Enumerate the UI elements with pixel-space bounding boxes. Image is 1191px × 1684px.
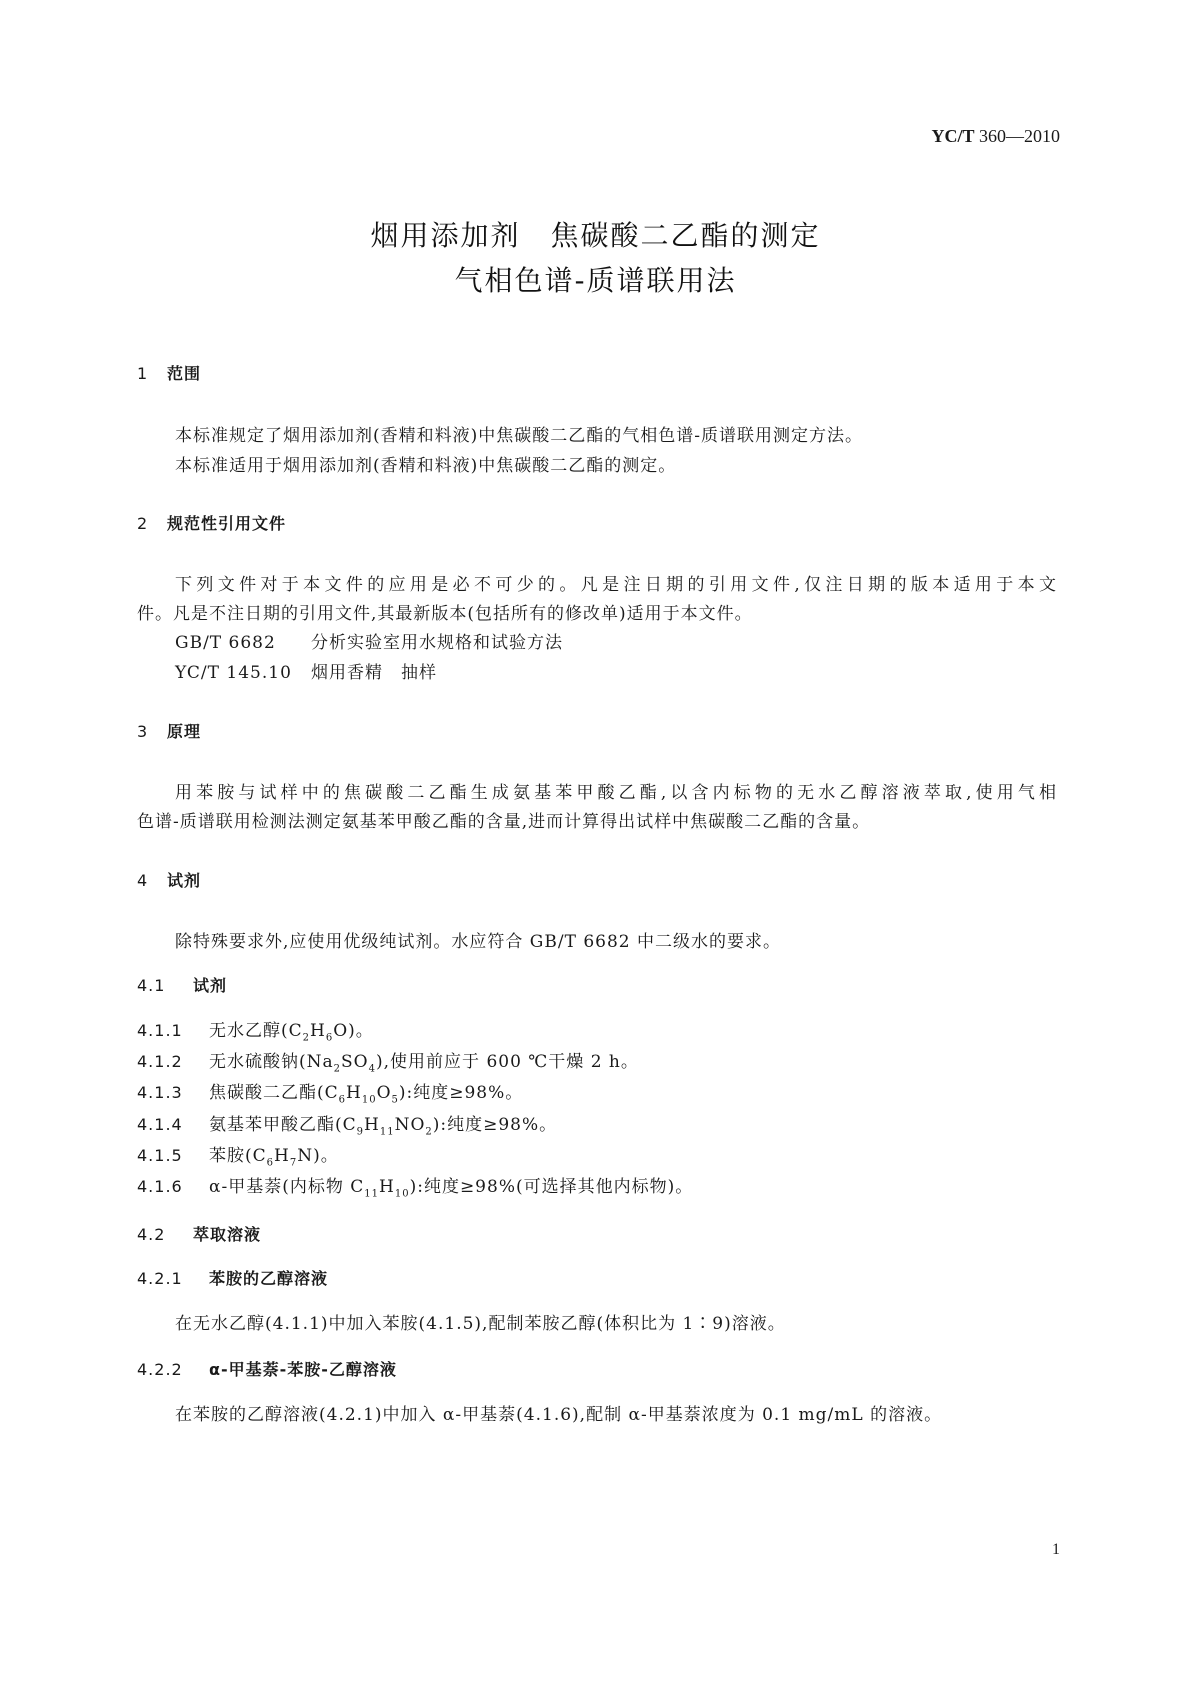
item-text: 氨基苯甲酸乙酯(C (209, 1115, 357, 1135)
subsection-4-2-1-body: 在无水乙醇(4.1.1)中加入苯胺(4.1.5),配制苯胺乙醇(体积比为 1∶9)溶液。 (175, 1314, 786, 1334)
reagent-item-4-1-6 (137, 1172, 693, 1199)
item-text: α-甲基萘(内标物 C (209, 1177, 365, 1197)
section-number: 3 (137, 722, 149, 741)
document-title-line1: 烟用添加剂 焦碳酸二乙酯的测定 (370, 219, 821, 252)
item-text: O)。 (333, 1021, 374, 1041)
section-number: 2 (137, 514, 149, 533)
subsection-number: 4.1 (137, 976, 166, 995)
item-number: 4.1.1 (137, 1021, 183, 1040)
item-text: O (376, 1083, 392, 1103)
subscript: 10 (361, 1094, 377, 1106)
section-1-paragraph-2: 本标准适用于烟用添加剂(香精和料液)中焦碳酸二乙酯的测定。 (175, 456, 677, 476)
item-number: 4.1.6 (137, 1177, 183, 1196)
subsection-number: 4.2.1 (137, 1269, 183, 1288)
section-number: 1 (137, 364, 149, 383)
item-text: 无水硫酸钠(Na (209, 1052, 334, 1072)
subsection-4-1-heading (137, 973, 227, 996)
document-title-line2: 气相色谱-质谱联用法 (454, 264, 737, 297)
item-text: 焦碳酸二乙酯(C (209, 1083, 339, 1103)
reagent-item-4-1-4 (137, 1110, 557, 1137)
subscript: 11 (379, 1126, 395, 1138)
subsection-4-2-2-heading (137, 1357, 397, 1380)
subscript: 2 (425, 1126, 433, 1138)
subscript: 5 (391, 1094, 399, 1106)
section-4-intro: 除特殊要求外,应使用优级纯试剂。水应符合 GB/T 6682 中二级水的要求。 (175, 932, 782, 952)
reference-code: GB/T 6682 (175, 633, 276, 653)
reagent-item-4-1-5 (137, 1141, 339, 1168)
section-1-heading (137, 361, 201, 384)
section-title: 规范性引用文件 (167, 514, 287, 533)
subsection-title: α-甲基萘-苯胺-乙醇溶液 (209, 1360, 397, 1379)
item-number: 4.1.2 (137, 1052, 183, 1071)
subscript: 9 (356, 1126, 365, 1138)
item-text: ):纯度≥98%。 (398, 1083, 524, 1103)
subscript: 2 (333, 1063, 342, 1075)
subsection-4-2-2-body: 在苯胺的乙醇溶液(4.2.1)中加入 α-甲基萘(4.1.6),配制 α-甲基萘浓度为 0.1 mg/mL 的溶液。 (175, 1405, 943, 1425)
subscript: 11 (364, 1188, 380, 1200)
subscript: 6 (338, 1094, 347, 1106)
subscript: 10 (394, 1188, 410, 1200)
subscript: 4 (368, 1063, 376, 1075)
subsection-4-2-heading (137, 1222, 261, 1245)
reference-title: 分析实验室用水规格和试验方法 (311, 633, 563, 653)
item-text: H (274, 1146, 290, 1166)
reagent-item-4-1-2 (137, 1047, 639, 1074)
item-text: H (346, 1083, 362, 1103)
section-title: 范围 (167, 364, 202, 383)
section-2-heading (137, 511, 286, 534)
standard-code (931, 126, 1060, 147)
standard-code-prefix: YC/T (931, 126, 975, 146)
section-3-paragraph-line-2: 色谱-质谱联用检测法测定氨基苯甲酸乙酯的含量,进而计算得出试样中焦碳酸二乙酯的含量。 (137, 812, 871, 832)
item-text: SO (341, 1052, 369, 1072)
item-text: ):纯度≥98%。 (432, 1115, 558, 1135)
subscript: 6 (325, 1032, 334, 1044)
item-text: ):纯度≥98%(可选择其他内标物)。 (409, 1177, 694, 1197)
section-2-paragraph-line-2: 件。凡是不注日期的引用文件,其最新版本(包括所有的修改单)适用于本文件。 (137, 604, 753, 624)
subsection-title: 萃取溶液 (193, 1225, 262, 1244)
subscript: 2 (302, 1032, 311, 1044)
subsection-title: 试剂 (193, 976, 228, 995)
item-text: H (379, 1177, 395, 1197)
item-number: 4.1.3 (137, 1083, 183, 1102)
reference-code: YC/T 145.10 (175, 663, 292, 683)
standard-code-number: 360—2010 (979, 126, 1060, 146)
section-title: 试剂 (167, 871, 202, 890)
subscript: 6 (266, 1157, 275, 1169)
section-title: 原理 (167, 722, 202, 741)
item-text: H (310, 1021, 326, 1041)
normative-reference-2 (175, 658, 437, 683)
page-number: 1 (1052, 1541, 1060, 1558)
normative-reference-1 (175, 628, 563, 653)
section-3-paragraph-line-1: 用苯胺与试样中的焦碳酸二乙酯生成氨基苯甲酸乙酯,以含内标物的无水乙醇溶液萃取,使用气相 (175, 783, 1057, 803)
item-text: H (364, 1115, 380, 1135)
reagent-item-4-1-3 (137, 1078, 523, 1105)
reagent-item-4-1-1 (137, 1016, 374, 1043)
section-1-paragraph-1: 本标准规定了烟用添加剂(香精和料液)中焦碳酸二乙酯的气相色谱-质谱联用测定方法。 (175, 426, 864, 446)
item-number: 4.1.4 (137, 1115, 183, 1134)
section-number: 4 (137, 871, 149, 890)
section-4-heading (137, 868, 201, 891)
subscript: 7 (289, 1157, 298, 1169)
subsection-number: 4.2 (137, 1225, 166, 1244)
item-text: ),使用前应于 600 ℃干燥 2 h。 (376, 1052, 639, 1072)
section-2-paragraph-line-1: 下列文件对于本文件的应用是必不可少的。凡是注日期的引用文件,仅注日期的版本适用于本文 (175, 575, 1057, 595)
item-text: 无水乙醇(C (209, 1021, 303, 1041)
subsection-4-2-1-heading (137, 1266, 328, 1289)
reference-title: 烟用香精 抽样 (311, 663, 437, 683)
item-text: NO (394, 1115, 426, 1135)
item-text: 苯胺(C (209, 1146, 267, 1166)
item-number: 4.1.5 (137, 1146, 183, 1165)
item-text: N)。 (297, 1146, 339, 1166)
section-3-heading (137, 719, 201, 742)
subsection-title: 苯胺的乙醇溶液 (209, 1269, 329, 1288)
subsection-number: 4.2.2 (137, 1360, 183, 1379)
